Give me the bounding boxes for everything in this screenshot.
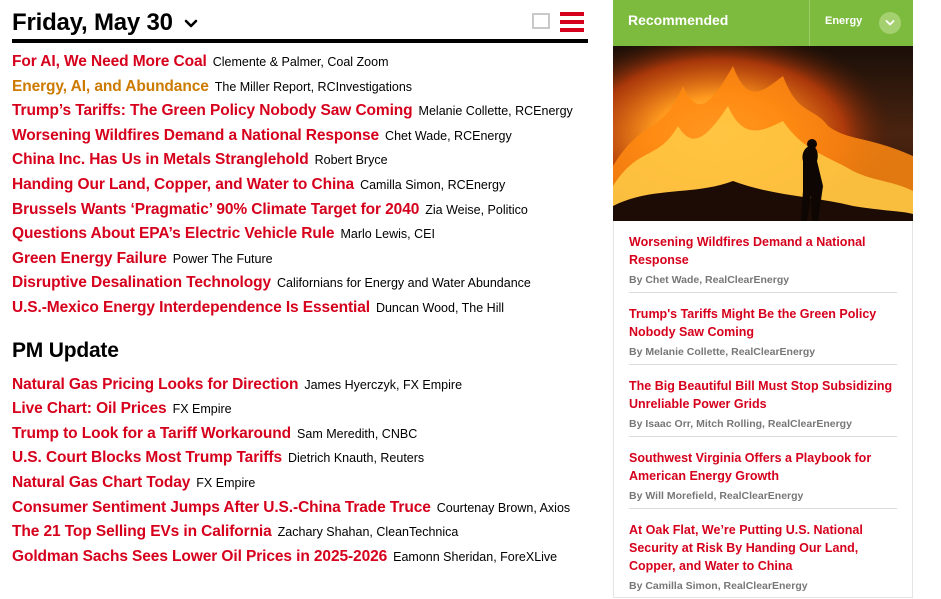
article-source[interactable]: Sam Meredith, CNBC (297, 426, 418, 441)
article-title[interactable]: China Inc. Has Us in Metals Stranglehold (12, 151, 309, 169)
category-label[interactable]: Energy (825, 15, 863, 27)
list-view-icon[interactable] (560, 12, 584, 32)
article-source[interactable]: Zachary Shahan, CleanTechnica (277, 525, 459, 540)
recommended-item-byline: By Will Morefield, RealClearEnergy (629, 490, 804, 502)
recommended-title: Recommended (628, 12, 729, 28)
article-source[interactable]: The Miller Report, RCInvestigations (214, 79, 413, 94)
article-row (12, 498, 588, 523)
recommended-item-byline: By Camilla Simon, RealClearEnergy (629, 580, 808, 592)
article-title[interactable]: Natural Gas Pricing Looks for Direction (12, 375, 299, 393)
article-source[interactable]: Duncan Wood, The Hill (375, 300, 505, 315)
recommended-item-byline: By Melanie Collette, RealClearEnergy (629, 346, 816, 358)
recommended-item-byline: By Isaac Orr, Mitch Rolling, RealClearEnergy (629, 418, 852, 430)
recommended-panel (613, 0, 913, 599)
view-toggle (532, 12, 584, 32)
article-row (12, 126, 588, 151)
recommended-list (613, 221, 913, 598)
recommended-item (629, 437, 897, 509)
article-row (12, 448, 588, 473)
wildfire-photo[interactable] (613, 46, 913, 221)
recommended-item-title[interactable]: At Oak Flat, We’re Putting U.S. National Security at Risk By Handing Our Land, Copper, and Water to China (629, 523, 863, 573)
article-row (12, 547, 588, 572)
article-row (12, 522, 588, 547)
recommended-item-title[interactable]: Worsening Wildfires Demand a National Response (629, 235, 866, 267)
article-title[interactable]: Goldman Sachs Sees Lower Oil Prices in 2025-2026 (12, 547, 388, 565)
article-source[interactable]: Chet Wade, RCEnergy (385, 128, 512, 143)
article-row (12, 101, 588, 126)
article-row (12, 150, 588, 175)
article-source[interactable]: FX Empire (172, 402, 232, 417)
recommended-item (629, 509, 897, 598)
recommended-header (613, 0, 913, 46)
article-title[interactable]: U.S. Court Blocks Most Trump Tariffs (12, 449, 282, 467)
article-source[interactable]: Marlo Lewis, CEI (340, 227, 435, 242)
article-title[interactable]: Trump to Look for a Tariff Workaround (12, 424, 292, 442)
main-article-list (12, 52, 588, 323)
article-title[interactable]: U.S.-Mexico Energy Interdependence Is Essential (12, 298, 370, 316)
article-title[interactable]: Brussels Wants ‘Pragmatic’ 90% Climate Target for 2040 (12, 200, 420, 218)
article-row (12, 375, 588, 400)
grid-view-icon[interactable] (532, 13, 550, 29)
left-column (12, 0, 588, 571)
recommended-item-byline: By Chet Wade, RealClearEnergy (629, 274, 790, 286)
article-row (12, 273, 588, 298)
article-source[interactable]: Californians for Energy and Water Abundance (277, 276, 531, 291)
article-row (12, 224, 588, 249)
recommended-item (629, 221, 897, 293)
article-row (12, 298, 588, 323)
chevron-down-icon (884, 17, 896, 29)
article-title[interactable]: Green Energy Failure (12, 249, 167, 267)
article-row (12, 77, 588, 102)
article-source[interactable]: Camilla Simon, RCEnergy (360, 177, 506, 192)
article-source[interactable]: Zia Weise, Politico (425, 202, 528, 217)
article-title[interactable]: Worsening Wildfires Demand a National Response (12, 126, 380, 144)
header-divider (809, 0, 810, 46)
article-title[interactable]: Natural Gas Chart Today (12, 473, 191, 491)
article-source[interactable]: Clemente & Palmer, Coal Zoom (212, 55, 389, 69)
article-title[interactable]: Consumer Sentiment Jumps After U.S.-China Trade Truce (12, 498, 431, 516)
date-header (12, 0, 588, 43)
date-title[interactable]: Friday, May 30 (12, 9, 173, 36)
recommended-item-title[interactable]: The Big Beautiful Bill Must Stop Subsidizing Unreliable Power Grids (629, 379, 893, 411)
article-title[interactable]: Energy, AI, and Abundance (12, 77, 209, 95)
article-source[interactable]: Melanie Collette, RCEnergy (418, 104, 573, 119)
article-row (12, 200, 588, 225)
article-title[interactable]: Live Chart: Oil Prices (12, 400, 167, 418)
recommended-item (629, 293, 897, 365)
article-title[interactable]: Trump’s Tariffs: The Green Policy Nobody Saw Coming (12, 102, 413, 120)
article-row (12, 473, 588, 498)
category-dropdown-button[interactable] (879, 12, 901, 34)
article-source[interactable]: Robert Bryce (314, 153, 388, 168)
article-title[interactable]: For AI, We Need More Coal (12, 53, 207, 70)
recommended-item-title[interactable]: Trump's Tariffs Might Be the Green Policy Nobody Saw Coming (629, 307, 877, 339)
article-title[interactable]: Handing Our Land, Copper, and Water to China (12, 175, 355, 193)
article-source[interactable]: Eamonn Sheridan, ForeXLive (393, 549, 558, 564)
article-title[interactable]: Disruptive Desalination Technology (12, 274, 271, 292)
article-row (12, 399, 588, 424)
article-source[interactable]: Courtenay Brown, Axios (436, 500, 571, 515)
article-row (12, 249, 588, 274)
article-source[interactable]: Power The Future (172, 251, 273, 266)
article-title[interactable]: Questions About EPA’s Electric Vehicle Rule (12, 225, 335, 243)
article-source[interactable]: Dietrich Knauth, Reuters (287, 451, 425, 466)
article-row (12, 52, 588, 77)
recommended-item-title[interactable]: Southwest Virginia Offers a Playbook for American Energy Growth (629, 451, 872, 483)
article-row (12, 175, 588, 200)
pm-update-heading: PM Update (12, 338, 119, 362)
article-title[interactable]: The 21 Top Selling EVs in California (12, 523, 272, 541)
chevron-down-icon[interactable] (183, 16, 199, 32)
article-row (12, 424, 588, 449)
article-source[interactable]: James Hyerczyk, FX Empire (304, 377, 463, 392)
pm-update-list (12, 375, 588, 572)
recommended-item (629, 365, 897, 437)
article-source[interactable]: FX Empire (196, 475, 256, 490)
